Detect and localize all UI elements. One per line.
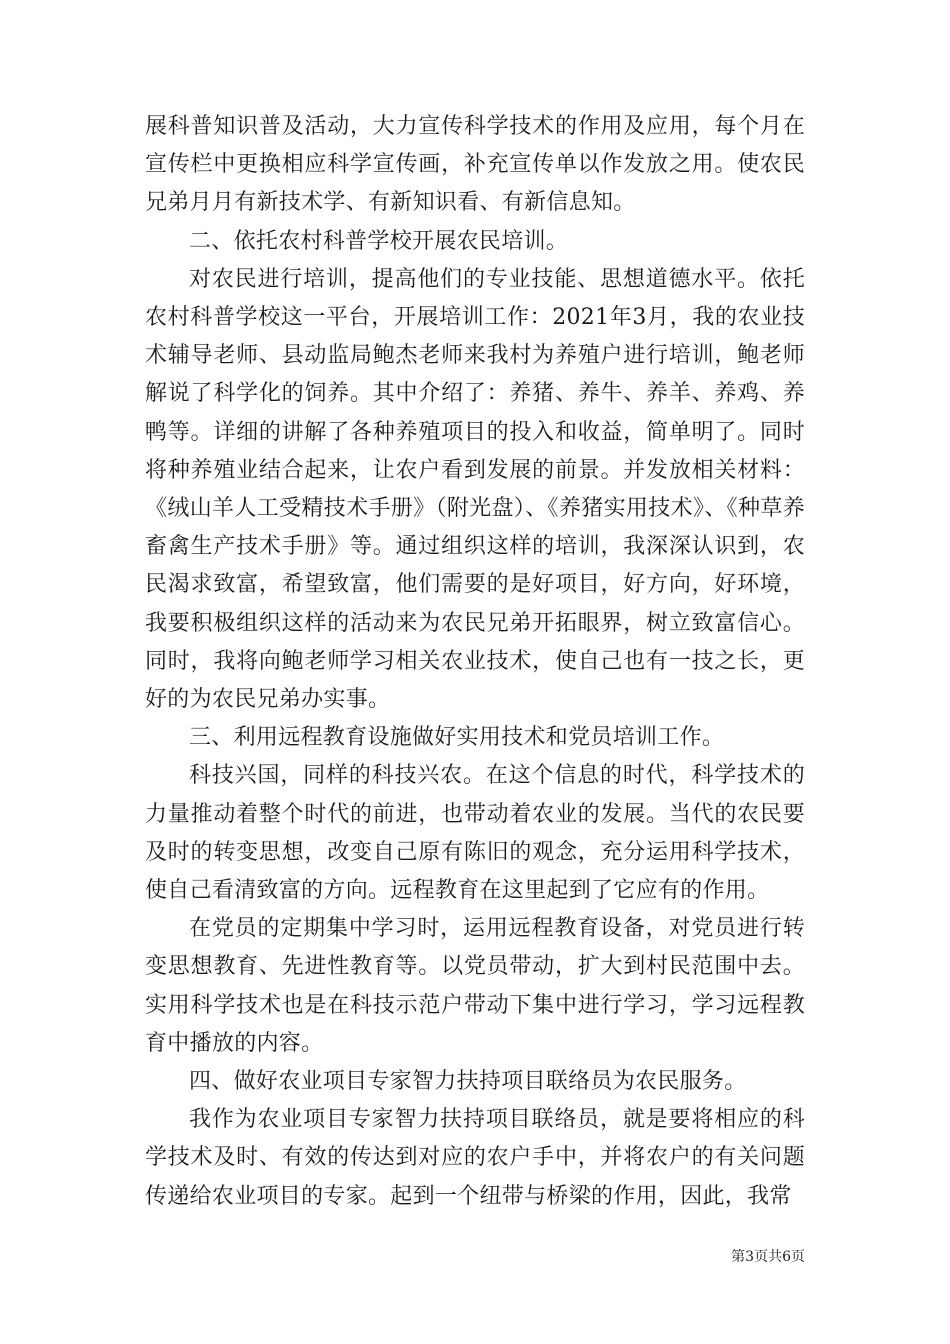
paragraph-continuation: 展科普知识普及活动，大力宣传科学技术的作用及应用，每个月在宣传栏中更换相应科学宣传画，补充宣传单以作发放之用。使农民兄弟月月有新技术学、有新知识看、有新信息知。: [145, 114, 805, 216]
paragraph-training: 对农民进行培训，提高他们的专业技能、思想道德水平。依托农村科普学校这一平台，开展培训工作：2021年3月，我的农业技术辅导老师、县动监局鲍杰老师来我村为养殖户进行培训，鲍老师解说了科学化的饲养。其中介绍了：养猪、养牛、养羊、养鸡、养鸭等。详细的讲解了各种养殖项目的投入和收益，简单明了。同时将种养殖业结合起来，让农户看到发展的前景。并发放相关材料：《绒山羊人工受精技术手册》（附光盘）、《养猪实用技术》、《种草养畜禽生产技术手册》等。通过组织这样的培训，我深深认识到，农民渴求致富，希望致富，他们需要的是好项目，好方向，好环境，我要积极组织这样的活动来为农民兄弟开拓眼界，树立致富信心。同时，我将向鲍老师学习相关农业技术，使自己也有一技之长，更好的为农民兄弟办实事。: [145, 266, 805, 713]
document-body: [145, 108, 805, 1216]
paragraph-party-members: 在党员的定期集中学习时，运用远程教育设备，对党员进行转变思想教育、先进性教育等。以党员带动，扩大到村民范围中去。实用科学技术也是在科技示范户带动下集中进行学习，学习远程教育中播放的内容。: [145, 916, 805, 1056]
page-number: 第3页共6页: [731, 1249, 805, 1265]
paragraph-liaison: 我作为农业项目专家智力扶持项目联络员，就是要将相应的科学技术及时、有效的传达到对应的农户手中，并将农户的有关问题传递给农业项目的专家。起到一个纽带与桥梁的作用，因此，我常: [145, 1107, 805, 1209]
section-heading-4: 四、做好农业项目专家智力扶持项目联络员为农民服务。: [189, 1069, 747, 1095]
paragraph-technology: 科技兴国，同样的科技兴农。在这个信息的时代，科学技术的力量推动着整个时代的前进，也带动着农业的发展。当代的农民要及时的转变思想，改变自己原有陈旧的观念，充分运用科学技术，使自己看清致富的方向。远程教育在这里起到了它应有的作用。: [145, 763, 805, 904]
section-heading-2: 二、依托农村科普学校开展农民培训。: [189, 228, 569, 254]
section-heading-3: 三、利用远程教育设施做好实用技术和党员培训工作。: [189, 725, 725, 751]
